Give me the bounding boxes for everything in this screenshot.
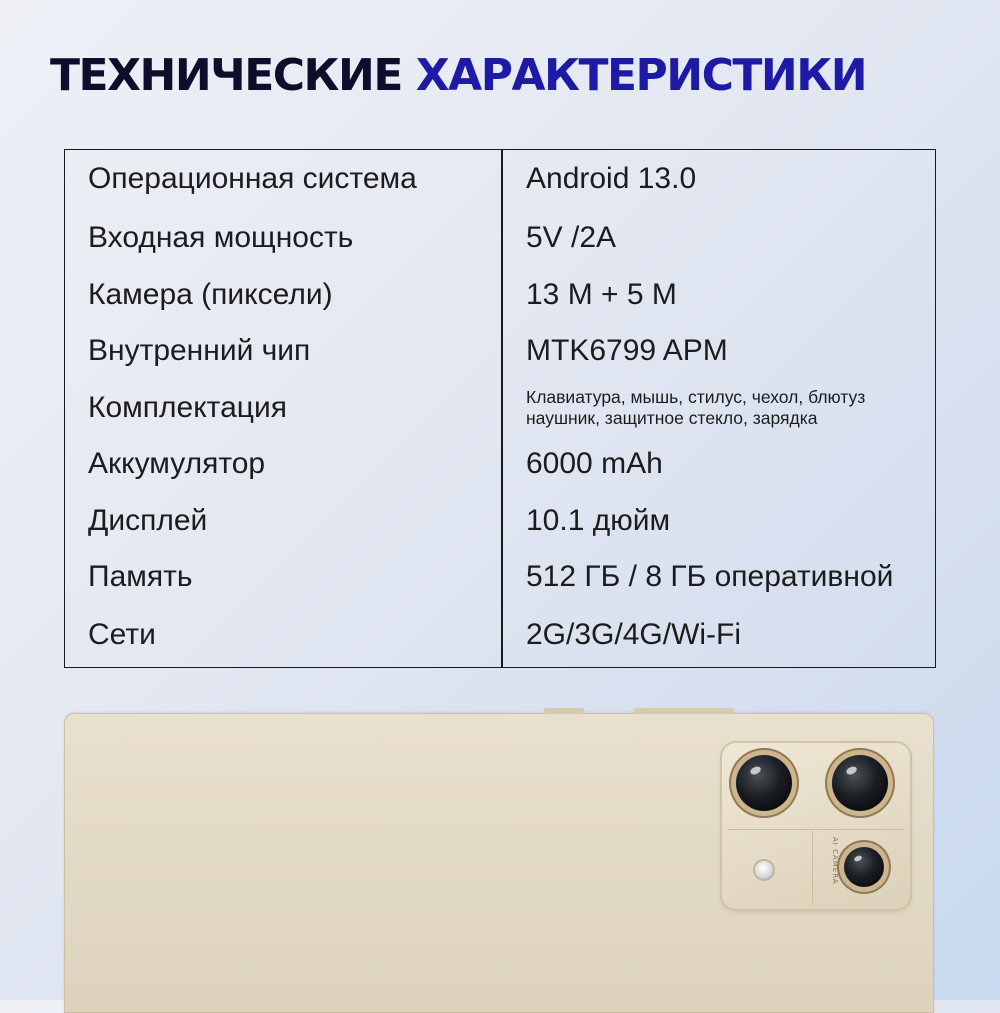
camera-lens-icon <box>844 847 884 887</box>
ai-camera-label: AI CAMERA <box>831 837 839 885</box>
spec-value: 6000 mAh <box>526 447 663 480</box>
spec-value: MTK6799 APM <box>526 334 728 367</box>
title-part1: ТЕХНИЧЕСКИЕ <box>50 50 402 101</box>
spec-value: 13 M + 5 M <box>526 278 677 311</box>
camera-module <box>722 743 910 909</box>
specs-table <box>64 149 936 668</box>
spec-label: Дисплей <box>88 504 208 537</box>
camera-lens-icon <box>832 755 888 811</box>
spec-row-battery <box>65 439 935 489</box>
spec-value: Android 13.0 <box>526 162 697 195</box>
spec-label: Входная мощность <box>88 221 354 254</box>
camera-lens-icon <box>736 755 792 811</box>
spec-label: Сети <box>88 618 156 651</box>
spec-value: 10.1 дюйм <box>526 504 671 537</box>
tablet-back-image <box>64 713 934 1013</box>
title-part2: ХАРАКТЕРИСТИКИ <box>415 50 867 101</box>
spec-label: Операционная система <box>88 162 417 195</box>
spec-value: 5V /2A <box>526 221 617 254</box>
module-divider <box>812 831 813 903</box>
flash-icon <box>755 861 773 879</box>
spec-row-chip <box>65 326 935 376</box>
spec-row-display <box>65 496 935 546</box>
spec-row-camera <box>65 270 935 320</box>
spec-label: Комплектация <box>88 391 287 424</box>
module-divider <box>728 829 904 830</box>
spec-label: Камера (пиксели) <box>88 278 333 311</box>
spec-value: Клавиатура, мышь, стилус, чехол, блютуз наушник, защитное стекло, зарядка <box>526 387 866 428</box>
spec-value: 512 ГБ / 8 ГБ оперативной <box>526 560 894 593</box>
spec-label: Память <box>88 560 193 593</box>
spec-row-package <box>65 383 935 433</box>
spec-row-networks <box>65 610 935 660</box>
volume-button <box>634 708 734 714</box>
spec-row-memory <box>65 552 935 602</box>
spec-value: 2G/3G/4G/Wi-Fi <box>526 618 742 651</box>
side-button <box>544 708 584 714</box>
spec-label: Внутренний чип <box>88 334 311 367</box>
spec-label: Аккумулятор <box>88 447 266 480</box>
spec-row-power <box>65 213 935 263</box>
spec-row-os <box>65 154 935 204</box>
page-title <box>50 48 866 104</box>
